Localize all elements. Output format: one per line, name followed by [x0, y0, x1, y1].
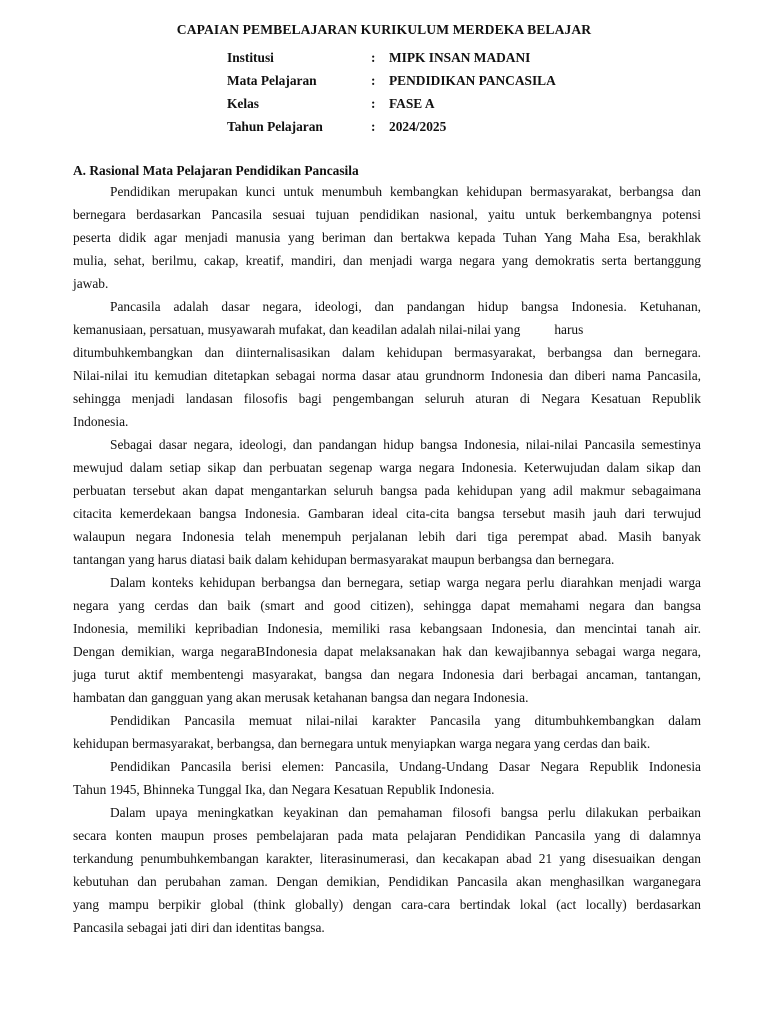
text-line: walaupun negara Indonesia telah menempuh perjalanan lebih dari tiga perempat abad. Masih banyak	[73, 529, 701, 544]
text-line: peserta didik agar menjadi manusia yang beriman dan bertakwa kepada Tuhan Yang Maha Esa, berakhlak	[73, 230, 701, 245]
meta-key: Kelas	[227, 96, 259, 111]
text-line-with-floating-word	[73, 318, 701, 341]
text-line: yang mampu berpikir global (think globally) dengan cara-cara bertindak lokal (act locally) berdasarkan	[73, 897, 701, 912]
meta-table	[227, 46, 556, 138]
text-line: tantangan yang harus diatasi baik dalam kehidupan bermasyarakat maupun berbangsa dan bernegara.	[73, 552, 615, 567]
meta-row-institusi	[227, 46, 556, 69]
meta-separator: :	[371, 119, 376, 134]
text-line: Indonesia, memiliki kepribadian Indonesia, memiliki rasa kebangsaan Indonesia, dan mencintai tanah air.	[73, 621, 701, 636]
text-line: sehingga menjadi landasan filosofis bagi pengembangan seluruh aturan di Negara Kesatuan Republik	[73, 391, 701, 406]
text-line: jawab.	[73, 276, 109, 291]
text-line: Indonesia.	[73, 414, 129, 429]
text-line: hambatan dan gangguan yang akan merusak ketahanan bangsa dan negara Indonesia.	[73, 690, 529, 705]
meta-key: Tahun Pelajaran	[227, 119, 323, 134]
section-heading: A. Rasional Mata Pelajaran Pendidikan Pancasila	[73, 163, 359, 178]
text-line: Sebagai dasar negara, ideologi, dan pandangan hidup bangsa Indonesia, nilai-nilai Pancasila semestinya	[110, 437, 701, 452]
text-line: Pendidikan merupakan kunci untuk menumbuh kembangkan kehidupan bermasyarakat, berbangsa dan	[110, 184, 701, 199]
text-line: kehidupan bermasyarakat, berbangsa, dan bernegara untuk menyiapkan warga negara yang cerdas dan baik.	[73, 736, 651, 751]
text-line: Pendidikan Pancasila memuat nilai-nilai karakter Pancasila yang ditumbuhkembangkan dalam	[110, 713, 701, 728]
text-line: Dalam konteks kehidupan berbangsa dan bernegara, setiap warga negara perlu diarahkan menjadi warga	[110, 575, 701, 590]
text-line: mewujud dalam setiap sikap dan perbuatan segenap warga negara Indonesia. Keterwujudan dalam sikap dan	[73, 460, 701, 475]
meta-value: PENDIDIKAN PANCASILA	[389, 73, 556, 88]
text-line: Nilai-nilai itu kemudian ditetapkan sebagai norma dasar atau grundnorm Indonesia dan diberi nama Pancasila,	[73, 368, 701, 383]
text-line: juga turut aktif membentengi masyarakat, bangsa dan negara Indonesia dari berbagai ancaman, tantangan,	[73, 667, 701, 682]
meta-separator: :	[371, 73, 376, 88]
meta-value: FASE A	[389, 96, 435, 111]
text-line: Pendidikan Pancasila berisi elemen: Pancasila, Undang-Undang Dasar Negara Republik Indonesia	[110, 759, 701, 774]
meta-separator: :	[371, 50, 376, 65]
paragraph-7	[73, 801, 701, 939]
paragraph-4	[73, 571, 701, 709]
paragraph-2	[73, 295, 701, 433]
paragraph-1	[73, 180, 701, 295]
paragraph-3	[73, 433, 701, 571]
meta-value: 2024/2025	[389, 119, 447, 134]
text-line: ditumbuhkembangkan dan diinternalisasikan dalam kehidupan bermasyarakat, berbangsa dan bernegara.	[73, 345, 701, 360]
document-title: CAPAIAN PEMBELAJARAN KURIKULUM MERDEKA BELAJAR	[176, 22, 592, 37]
text-line: Pancasila adalah dasar negara, ideologi, dan pandangan hidup bangsa Indonesia. Ketuhanan,	[110, 299, 701, 314]
text-line: Pancasila sebagai jati diri dan identitas bangsa.	[73, 920, 325, 935]
meta-separator: :	[371, 96, 376, 111]
meta-row-tahun-pelajaran	[227, 115, 556, 138]
text-line: perbuatan tersebut akan dapat mengantarkan seluruh bangsa pada kehidupan yang adil makmur sebagaimana	[73, 483, 701, 498]
text-line: kemanusiaan, persatuan, musyawarah mufakat, dan keadilan adalah nilai-nilai yang	[73, 322, 521, 337]
text-line: Dengan demikian, warga negaraBIndonesia dapat melaksanakan hak dan kewajibannya sebagai warga negara,	[73, 644, 701, 659]
text-line: Tahun 1945, Bhinneka Tunggal Ika, dan Negara Kesatuan Republik Indonesia.	[73, 782, 495, 797]
meta-row-kelas	[227, 92, 556, 115]
meta-key: Mata Pelajaran	[227, 73, 317, 88]
paragraph-5	[73, 709, 701, 755]
text-line: terkandung penumbuhkembangan karakter, literasinumerasi, dan kecakapan abad 21 yang disesuaikan dengan	[73, 851, 701, 866]
text-line: secara konten maupun proses pembelajaran pada mata pelajaran Pendidikan Pancasila yang di dalamnya	[73, 828, 701, 843]
text-line: negara yang cerdas dan baik (smart and good citizen), sehingga dapat memahami negara dan bangsa	[73, 598, 701, 613]
document-body	[73, 180, 701, 939]
text-line: kebutuhan dan perubahan zaman. Dengan demikian, Pendidikan Pancasila akan menghasilkan warganegara	[73, 874, 701, 889]
meta-row-mata-pelajaran	[227, 69, 556, 92]
text-line: citacita kemerdekaan bangsa Indonesia. Gambaran ideal cita-cita bangsa tersebut masih jauh dari terwujud	[73, 506, 701, 521]
floating-word: harus	[554, 322, 584, 337]
meta-value: MIPK INSAN MADANI	[389, 50, 531, 65]
text-line: Dalam upaya meningkatkan keyakinan dan pemahaman filosofi bangsa perlu dilakukan perbaikan	[110, 805, 701, 820]
paragraph-6	[73, 755, 701, 801]
meta-key: Institusi	[227, 50, 274, 65]
text-line: bernegara berdasarkan Pancasila sesuai tujuan pendidikan nasional, yaitu untuk berkembangnya potensi	[73, 207, 701, 222]
text-line: mulia, sehat, berilmu, cakap, kreatif, mandiri, dan menjadi warga negara yang demokratis serta bertanggung	[73, 253, 701, 268]
